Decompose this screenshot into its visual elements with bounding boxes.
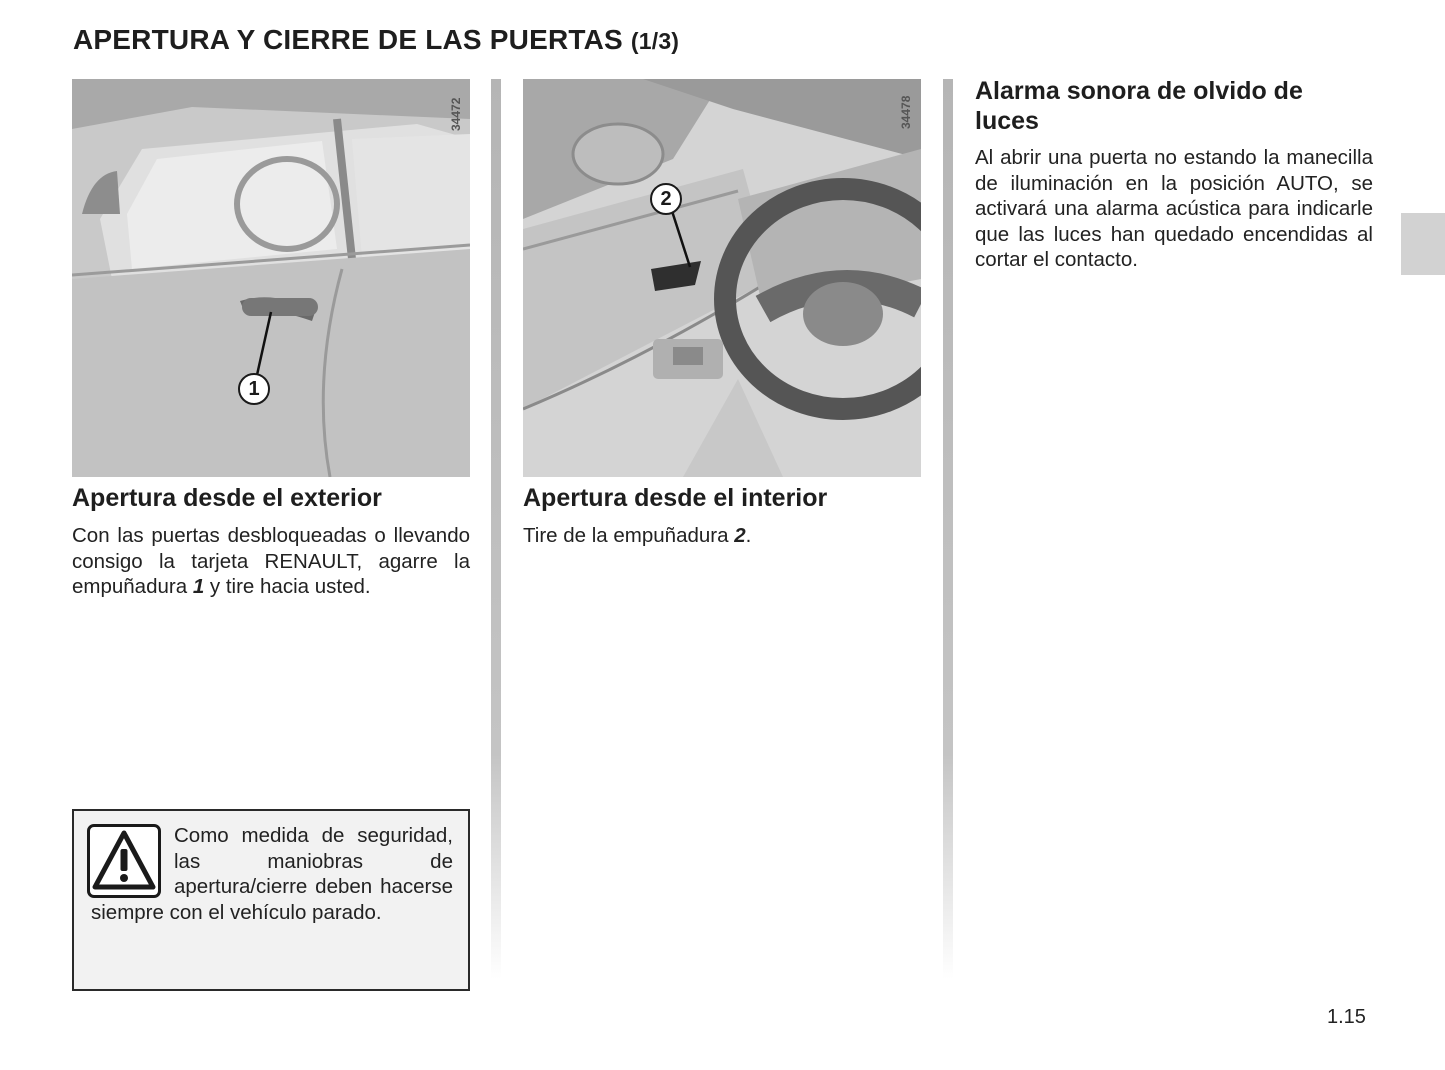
figure-reference-number: 34472 xyxy=(449,97,463,131)
handle-reference-2: 2 xyxy=(734,524,746,547)
handle-reference-1: 1 xyxy=(192,575,205,598)
body-text-exterior xyxy=(72,523,470,600)
callout-2: 2 xyxy=(650,183,682,215)
column-interior-opening xyxy=(523,79,921,549)
warning-text xyxy=(91,823,453,925)
warning-text-content: Como medida de seguridad, las maniobras de apertura/cierre deben hacerse siempre con el vehículo parado. xyxy=(91,824,453,924)
figure-reference-number: 34478 xyxy=(899,95,913,129)
body-text-exterior-part1: Con las puertas desbloqueadas o llevando consigo la tarjeta RENAULT, agarre la empuñadura xyxy=(72,524,470,598)
safety-warning-box xyxy=(72,809,470,991)
interior-door-illustration xyxy=(523,79,921,477)
page-title-text: APERTURA Y CIERRE DE LAS PUERTAS xyxy=(73,24,623,55)
body-text-exterior-part2: y tire hacia usted. xyxy=(204,575,371,598)
page-number: 1.15 xyxy=(1327,1006,1366,1028)
body-text-interior-part2: . xyxy=(745,524,752,547)
section-title-light-alarm: Alarma sonora de olvido de luces xyxy=(975,77,1303,135)
section-side-tab xyxy=(1401,213,1445,275)
column-exterior-opening xyxy=(72,79,470,600)
body-text-interior xyxy=(523,523,921,549)
body-text-interior-part1: Tire de la empuñadura xyxy=(523,524,735,547)
column-divider-right xyxy=(943,79,953,979)
column-divider-left xyxy=(491,79,501,979)
body-text-light-alarm: Al abrir una puerta no estando la manecilla de iluminación en la posición AUTO, se activará una alarma acústica para indicarle que las luces han quedado encendidas al cortar el contacto. xyxy=(975,146,1373,271)
figure-interior-door-handle xyxy=(523,79,921,477)
page-part-indicator: (1/3) xyxy=(630,28,680,54)
column-light-alarm xyxy=(975,79,1373,273)
callout-1: 1 xyxy=(238,373,270,405)
section-title-interior: Apertura desde el interior xyxy=(523,484,828,512)
figure-exterior-door-handle xyxy=(72,79,470,477)
page-title xyxy=(73,24,679,56)
exterior-door-illustration xyxy=(72,79,470,477)
section-title-exterior: Apertura desde el exterior xyxy=(72,484,382,512)
